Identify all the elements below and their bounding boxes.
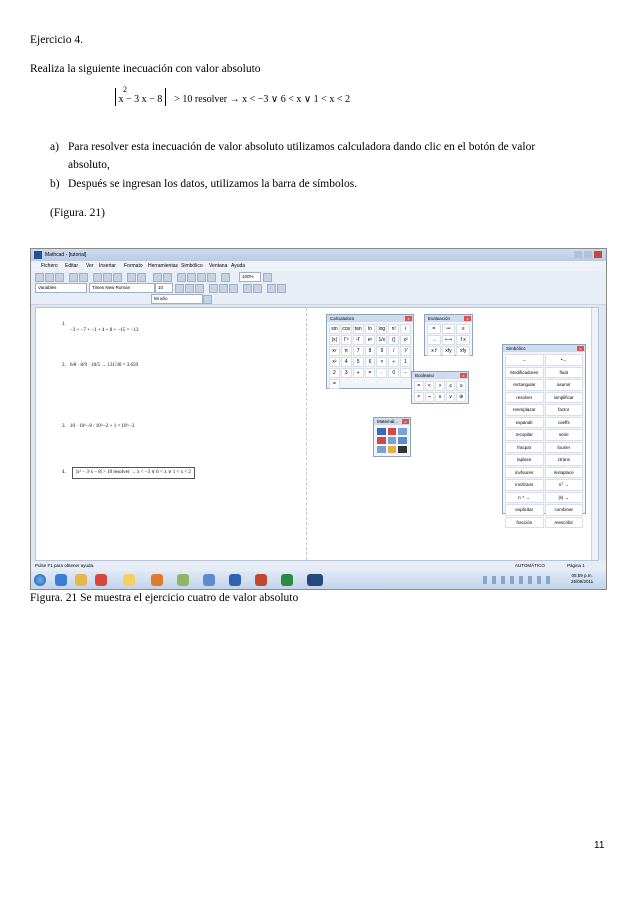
copy-icon[interactable] bbox=[103, 273, 112, 282]
insert-graph-icon[interactable] bbox=[177, 273, 186, 282]
programming-toolbar-icon[interactable] bbox=[377, 446, 386, 453]
symbolic-key[interactable]: factor bbox=[545, 404, 584, 416]
close-icon[interactable]: x bbox=[577, 346, 584, 351]
boolean-key[interactable]: ≥ bbox=[456, 381, 466, 391]
superscript-icon[interactable] bbox=[277, 284, 286, 293]
evaluation-key[interactable]: ≔ bbox=[442, 324, 456, 334]
evaluation-key[interactable]: = bbox=[427, 324, 441, 334]
calculator-title-text: Calculadora bbox=[330, 316, 355, 321]
mathcad-screenshot bbox=[30, 248, 607, 590]
calculator-key[interactable]: = bbox=[329, 379, 340, 389]
evaluation-palette bbox=[424, 314, 473, 356]
symbolic-toolbar-icon[interactable] bbox=[398, 446, 407, 453]
figure-reference: (Figura. 21) bbox=[50, 207, 105, 219]
evaluation-palette-title bbox=[425, 315, 472, 322]
calculator-key[interactable]: × bbox=[376, 357, 387, 367]
close-icon[interactable]: x bbox=[402, 419, 409, 424]
calculator-key[interactable]: ⅟ bbox=[400, 346, 411, 356]
align-left-icon[interactable] bbox=[209, 284, 218, 293]
bullets-icon[interactable] bbox=[243, 284, 252, 293]
font-select[interactable]: Times New Roman bbox=[89, 283, 155, 293]
menu-herramientas[interactable]: Herramientas bbox=[148, 263, 179, 269]
calculator-key[interactable]: 8 bbox=[365, 346, 376, 356]
bold-icon[interactable] bbox=[175, 284, 184, 293]
calculator-key[interactable]: cos bbox=[342, 326, 351, 332]
symbolic-key[interactable]: ztrans bbox=[545, 454, 584, 466]
symbolic-key[interactable]: Modificadores bbox=[505, 367, 544, 379]
calculator-key[interactable]: 3 bbox=[341, 368, 352, 378]
calculator-key[interactable]: 6 bbox=[365, 357, 376, 367]
calculus-toolbar-icon[interactable] bbox=[388, 437, 397, 444]
calculator-key[interactable]: 1/x bbox=[376, 335, 387, 345]
calculator-key[interactable]: ln bbox=[365, 324, 376, 334]
formula-expr: x − 3 x − 8 bbox=[118, 94, 163, 106]
math-style-select[interactable]: Mi año bbox=[151, 294, 203, 304]
work-item-number: 1. bbox=[62, 322, 66, 327]
calculator-key[interactable]: 7 bbox=[353, 346, 364, 356]
menu-insertar[interactable]: Insertar bbox=[99, 263, 116, 269]
calculator-key[interactable]: x² bbox=[400, 335, 411, 345]
symbolic-key[interactable]: simplificar bbox=[545, 392, 584, 404]
insert-unit-icon[interactable] bbox=[207, 273, 216, 282]
symbolic-key[interactable]: recopilar bbox=[505, 429, 544, 441]
menu-fichero[interactable]: Fichero bbox=[41, 263, 58, 269]
menu-ver[interactable]: Ver bbox=[86, 263, 94, 269]
matrix-toolbar-icon[interactable] bbox=[398, 428, 407, 435]
boolean-key[interactable]: < bbox=[425, 381, 435, 391]
absolute-value-inequality bbox=[115, 85, 350, 106]
menu-simbolico[interactable]: Simbólico bbox=[181, 263, 203, 269]
calculator-key[interactable]: · bbox=[376, 368, 387, 378]
calculator-key[interactable]: − bbox=[400, 368, 411, 378]
step-a-text: Para resolver esta inecuación de valor absoluto utilizamos calculadora dando clic en el botón de valor bbox=[68, 141, 536, 153]
formula-exponent: 2 bbox=[123, 85, 127, 94]
window-minimize-icon[interactable] bbox=[574, 251, 582, 258]
app-icon[interactable] bbox=[151, 574, 163, 586]
status-bar bbox=[31, 561, 606, 571]
status-page: Página 1 bbox=[567, 563, 585, 568]
menu-ayuda[interactable]: Ayuda bbox=[231, 263, 246, 269]
symbolic-key[interactable]: fracpar bbox=[505, 442, 544, 454]
symbolic-key[interactable]: invztrans bbox=[505, 479, 544, 491]
evaluation-keys bbox=[425, 322, 472, 358]
work-expression: 6/8 · 8/9 · 10/5 → 131/30 = 3.659 bbox=[70, 363, 138, 368]
boolean-toolbar-icon[interactable] bbox=[398, 437, 407, 444]
page-number: 11 bbox=[594, 840, 605, 851]
calculator-key[interactable]: tan bbox=[354, 326, 362, 332]
symbolic-key[interactable]: nᵀ → bbox=[545, 479, 584, 491]
window-title: Mathcad - [tutorial] bbox=[45, 252, 87, 258]
align-icon[interactable] bbox=[153, 273, 162, 282]
windows-taskbar bbox=[31, 571, 606, 589]
evaluation-key[interactable]: ⟷ bbox=[442, 335, 456, 345]
boolean-keys bbox=[412, 379, 468, 404]
mathcad-logo-icon bbox=[34, 251, 42, 259]
symbolic-key[interactable]: expandir bbox=[505, 417, 544, 429]
math-palette-buttons bbox=[374, 425, 410, 456]
app-icon[interactable] bbox=[177, 574, 189, 586]
evaluation-key[interactable]: f x bbox=[456, 335, 470, 345]
calculator-key[interactable]: 1 bbox=[400, 357, 411, 367]
calculator-key[interactable]: n! bbox=[388, 324, 399, 334]
symbolic-key[interactable]: reescribir bbox=[545, 517, 584, 529]
window-close-icon[interactable] bbox=[594, 251, 602, 258]
chrome-icon[interactable] bbox=[123, 574, 135, 586]
calculator-key[interactable]: () bbox=[388, 335, 399, 345]
evaluation-key[interactable]: ≡ bbox=[456, 324, 470, 334]
clock-date: 26/09/2011 bbox=[571, 579, 594, 584]
symbolic-key[interactable]: n⁻¹ → bbox=[505, 492, 544, 504]
boolean-key[interactable]: = bbox=[414, 381, 424, 391]
zoom-select[interactable]: 100% bbox=[239, 272, 261, 282]
math-style-icon[interactable] bbox=[203, 295, 212, 304]
folder-icon[interactable] bbox=[75, 574, 87, 586]
app-icon[interactable] bbox=[203, 574, 215, 586]
close-icon[interactable]: x bbox=[460, 373, 467, 378]
calculator-key[interactable]: ÷ bbox=[388, 357, 399, 367]
exercise-heading: Ejercicio 4. bbox=[30, 34, 84, 46]
boolean-key[interactable]: ≠ bbox=[414, 392, 424, 402]
close-icon[interactable]: x bbox=[405, 316, 412, 321]
calculator-key[interactable]: |x| bbox=[329, 335, 340, 345]
calculator-key[interactable]: 4 bbox=[341, 357, 352, 367]
symbolic-key[interactable]: laplace bbox=[505, 454, 544, 466]
calculator-key[interactable]: = bbox=[365, 368, 376, 378]
redo-icon[interactable] bbox=[137, 273, 146, 282]
abs-bar-right bbox=[165, 88, 166, 106]
calculator-key[interactable]: / bbox=[388, 346, 399, 356]
symbolic-key[interactable]: serie bbox=[545, 429, 584, 441]
calculator-key[interactable]: i bbox=[400, 324, 411, 334]
abs-bar-left bbox=[115, 88, 116, 106]
evaluation-key[interactable]: x f bbox=[427, 346, 441, 356]
figure-caption: Figura. 21 Se muestra el ejercicio cuatro de valor absoluto bbox=[30, 592, 299, 604]
boolean-key[interactable]: ⊕ bbox=[456, 392, 466, 402]
step-a-cont: absoluto, bbox=[68, 159, 110, 171]
symbolic-key[interactable]: fracción bbox=[505, 517, 544, 529]
calculator-keys bbox=[327, 322, 413, 391]
save-icon[interactable] bbox=[55, 273, 64, 282]
font-size-select[interactable]: 10 bbox=[155, 283, 173, 293]
open-icon[interactable] bbox=[45, 273, 54, 282]
step-a-label: a) bbox=[50, 141, 59, 153]
evaluation-toolbar-icon[interactable] bbox=[377, 437, 386, 444]
symbolic-key[interactable]: |n| → bbox=[545, 492, 584, 504]
symbolic-key[interactable]: fourier bbox=[545, 442, 584, 454]
worksheet-area[interactable] bbox=[35, 307, 599, 561]
ie-icon[interactable] bbox=[55, 574, 67, 586]
symbolic-key[interactable]: → bbox=[505, 354, 544, 366]
math-palette-title bbox=[374, 418, 410, 425]
undo-icon[interactable] bbox=[127, 273, 136, 282]
symbolic-keys bbox=[503, 352, 585, 530]
calculator-key[interactable]: x² bbox=[329, 357, 340, 367]
cut-icon[interactable] bbox=[93, 273, 102, 282]
status-help-text: Pulse F1 para obtener ayuda. bbox=[35, 563, 95, 568]
align-center-icon[interactable] bbox=[219, 284, 228, 293]
calculator-toolbar-icon[interactable] bbox=[377, 428, 386, 435]
calculator-key[interactable]: eˣ bbox=[365, 335, 376, 345]
word-icon[interactable] bbox=[229, 574, 241, 586]
vertical-scrollbar[interactable] bbox=[591, 308, 598, 560]
help-icon[interactable] bbox=[263, 273, 272, 282]
paste-icon[interactable] bbox=[113, 273, 122, 282]
underline-icon[interactable] bbox=[195, 284, 204, 293]
work-item-number: 3. bbox=[62, 424, 66, 429]
calculator-key[interactable]: 5 bbox=[353, 357, 364, 367]
evaluation-key[interactable]: xfy bbox=[442, 346, 456, 356]
symbolic-palette-title bbox=[503, 345, 585, 352]
greek-toolbar-icon[interactable] bbox=[388, 446, 397, 453]
subscript-icon[interactable] bbox=[267, 284, 276, 293]
formula-rest: > 10 resolver → x < −3 ∨ 6 < x ∨ 1 < x < 2 bbox=[174, 94, 350, 106]
boolean-palette-title bbox=[412, 372, 468, 379]
powerpoint-icon[interactable] bbox=[255, 574, 267, 586]
symbolic-key[interactable]: ▪→ bbox=[545, 354, 584, 366]
step-b-label: b) bbox=[50, 178, 60, 190]
start-icon[interactable] bbox=[34, 574, 46, 586]
print-icon[interactable] bbox=[69, 273, 78, 282]
boolean-key[interactable]: ∨ bbox=[446, 392, 456, 402]
boolean-key[interactable]: ¬ bbox=[425, 392, 435, 402]
math-title-text: Matemát... bbox=[377, 419, 399, 424]
work-expression: −3 + −7 + −1 + 4 + 8 + −15 = −13 bbox=[70, 328, 139, 333]
symbolic-key[interactable]: rectangular bbox=[505, 379, 544, 391]
window-titlebar bbox=[31, 249, 606, 261]
work-item-number: 4. bbox=[62, 470, 66, 475]
insert-matrix-icon[interactable] bbox=[187, 273, 196, 282]
step-b-text: Después se ingresan los datos, utilizamos la barra de símbolos. bbox=[68, 178, 358, 190]
excel-icon[interactable] bbox=[281, 574, 293, 586]
page-separator bbox=[306, 308, 307, 560]
symbolic-key[interactable]: coeffs bbox=[545, 417, 584, 429]
calculator-key[interactable]: 2 bbox=[329, 368, 340, 378]
italic-icon[interactable] bbox=[185, 284, 194, 293]
work-expression: 10 · 10^−8 / 10^−2 + 1 = 10^−3 bbox=[70, 424, 135, 429]
calculator-key[interactable]: π bbox=[341, 346, 352, 356]
calculator-key[interactable]: log bbox=[376, 324, 387, 334]
menu-bar bbox=[31, 261, 606, 271]
calculate-icon[interactable] bbox=[221, 273, 230, 282]
style-select[interactable]: Variables bbox=[35, 283, 87, 293]
insert-function-icon[interactable] bbox=[197, 273, 206, 282]
menu-ventana[interactable]: Ventana bbox=[209, 263, 228, 269]
window-maximize-icon[interactable] bbox=[584, 251, 592, 258]
instruction-text: Realiza la siguiente inecuación con valor absoluto bbox=[30, 63, 261, 75]
align-right-icon[interactable] bbox=[229, 284, 238, 293]
numbering-icon[interactable] bbox=[253, 284, 262, 293]
work-item-number: 2. bbox=[62, 363, 66, 368]
clock[interactable] bbox=[571, 573, 593, 585]
symbolic-key[interactable]: resolver bbox=[505, 392, 544, 404]
mathcad-taskbar-icon[interactable] bbox=[307, 574, 323, 586]
boolean-key[interactable]: ≤ bbox=[446, 381, 456, 391]
boolean-key[interactable]: > bbox=[435, 381, 445, 391]
symbolic-key[interactable]: invlaplace bbox=[545, 467, 584, 479]
calculator-key[interactable]: Γˣ bbox=[341, 335, 352, 345]
new-icon[interactable] bbox=[35, 273, 44, 282]
symbolic-key[interactable]: float bbox=[545, 367, 584, 379]
calculator-palette bbox=[326, 314, 414, 389]
graph-toolbar-icon[interactable] bbox=[388, 428, 397, 435]
calculator-palette-title bbox=[327, 315, 413, 322]
calculator-key[interactable]: ⁿΓ bbox=[353, 335, 364, 345]
calculator-key[interactable]: sin bbox=[329, 324, 340, 334]
calculator-key[interactable]: + bbox=[353, 368, 364, 378]
evaluation-title-text: Evaluación bbox=[428, 316, 451, 321]
boolean-title-text: Booleano bbox=[415, 373, 435, 378]
work-expression-selected[interactable]: |x² − 3·x − 8| > 10 resolver → x < −3 ∨ 6 < x ∨ 1 < x < 2 bbox=[72, 467, 195, 479]
boolean-palette bbox=[411, 371, 469, 404]
calculator-key[interactable]: xʸ bbox=[329, 346, 340, 356]
math-palette bbox=[373, 417, 411, 457]
symbolic-key[interactable]: explicitar bbox=[505, 504, 544, 516]
symbolic-key[interactable]: reemplazar bbox=[505, 404, 544, 416]
math-toolbar bbox=[31, 293, 606, 305]
tray-icons[interactable] bbox=[483, 576, 553, 584]
menu-editar[interactable]: Editar bbox=[65, 263, 79, 269]
evaluation-key[interactable]: → bbox=[427, 335, 441, 345]
symbolic-key[interactable]: asumir bbox=[545, 379, 584, 391]
calculator-key[interactable]: 9 bbox=[376, 346, 387, 356]
evaluation-key[interactable]: xfy bbox=[456, 346, 470, 356]
symbolic-key[interactable]: combinar bbox=[545, 504, 584, 516]
symbolic-title-text: Simbólico bbox=[506, 346, 526, 351]
status-mode: AUTOMÁTICO bbox=[515, 563, 545, 568]
symbolic-key[interactable]: invfourier bbox=[505, 467, 544, 479]
align-icon[interactable] bbox=[163, 273, 172, 282]
preview-icon[interactable] bbox=[79, 273, 88, 282]
media-icon[interactable] bbox=[95, 574, 107, 586]
calculator-key[interactable]: 0 bbox=[388, 368, 399, 378]
clock-time: 05:59 p.m. bbox=[571, 573, 593, 578]
menu-formato[interactable]: Formato bbox=[124, 263, 143, 269]
close-icon[interactable]: x bbox=[464, 316, 471, 321]
symbolic-palette bbox=[502, 344, 586, 525]
boolean-key[interactable]: ∧ bbox=[435, 392, 445, 402]
